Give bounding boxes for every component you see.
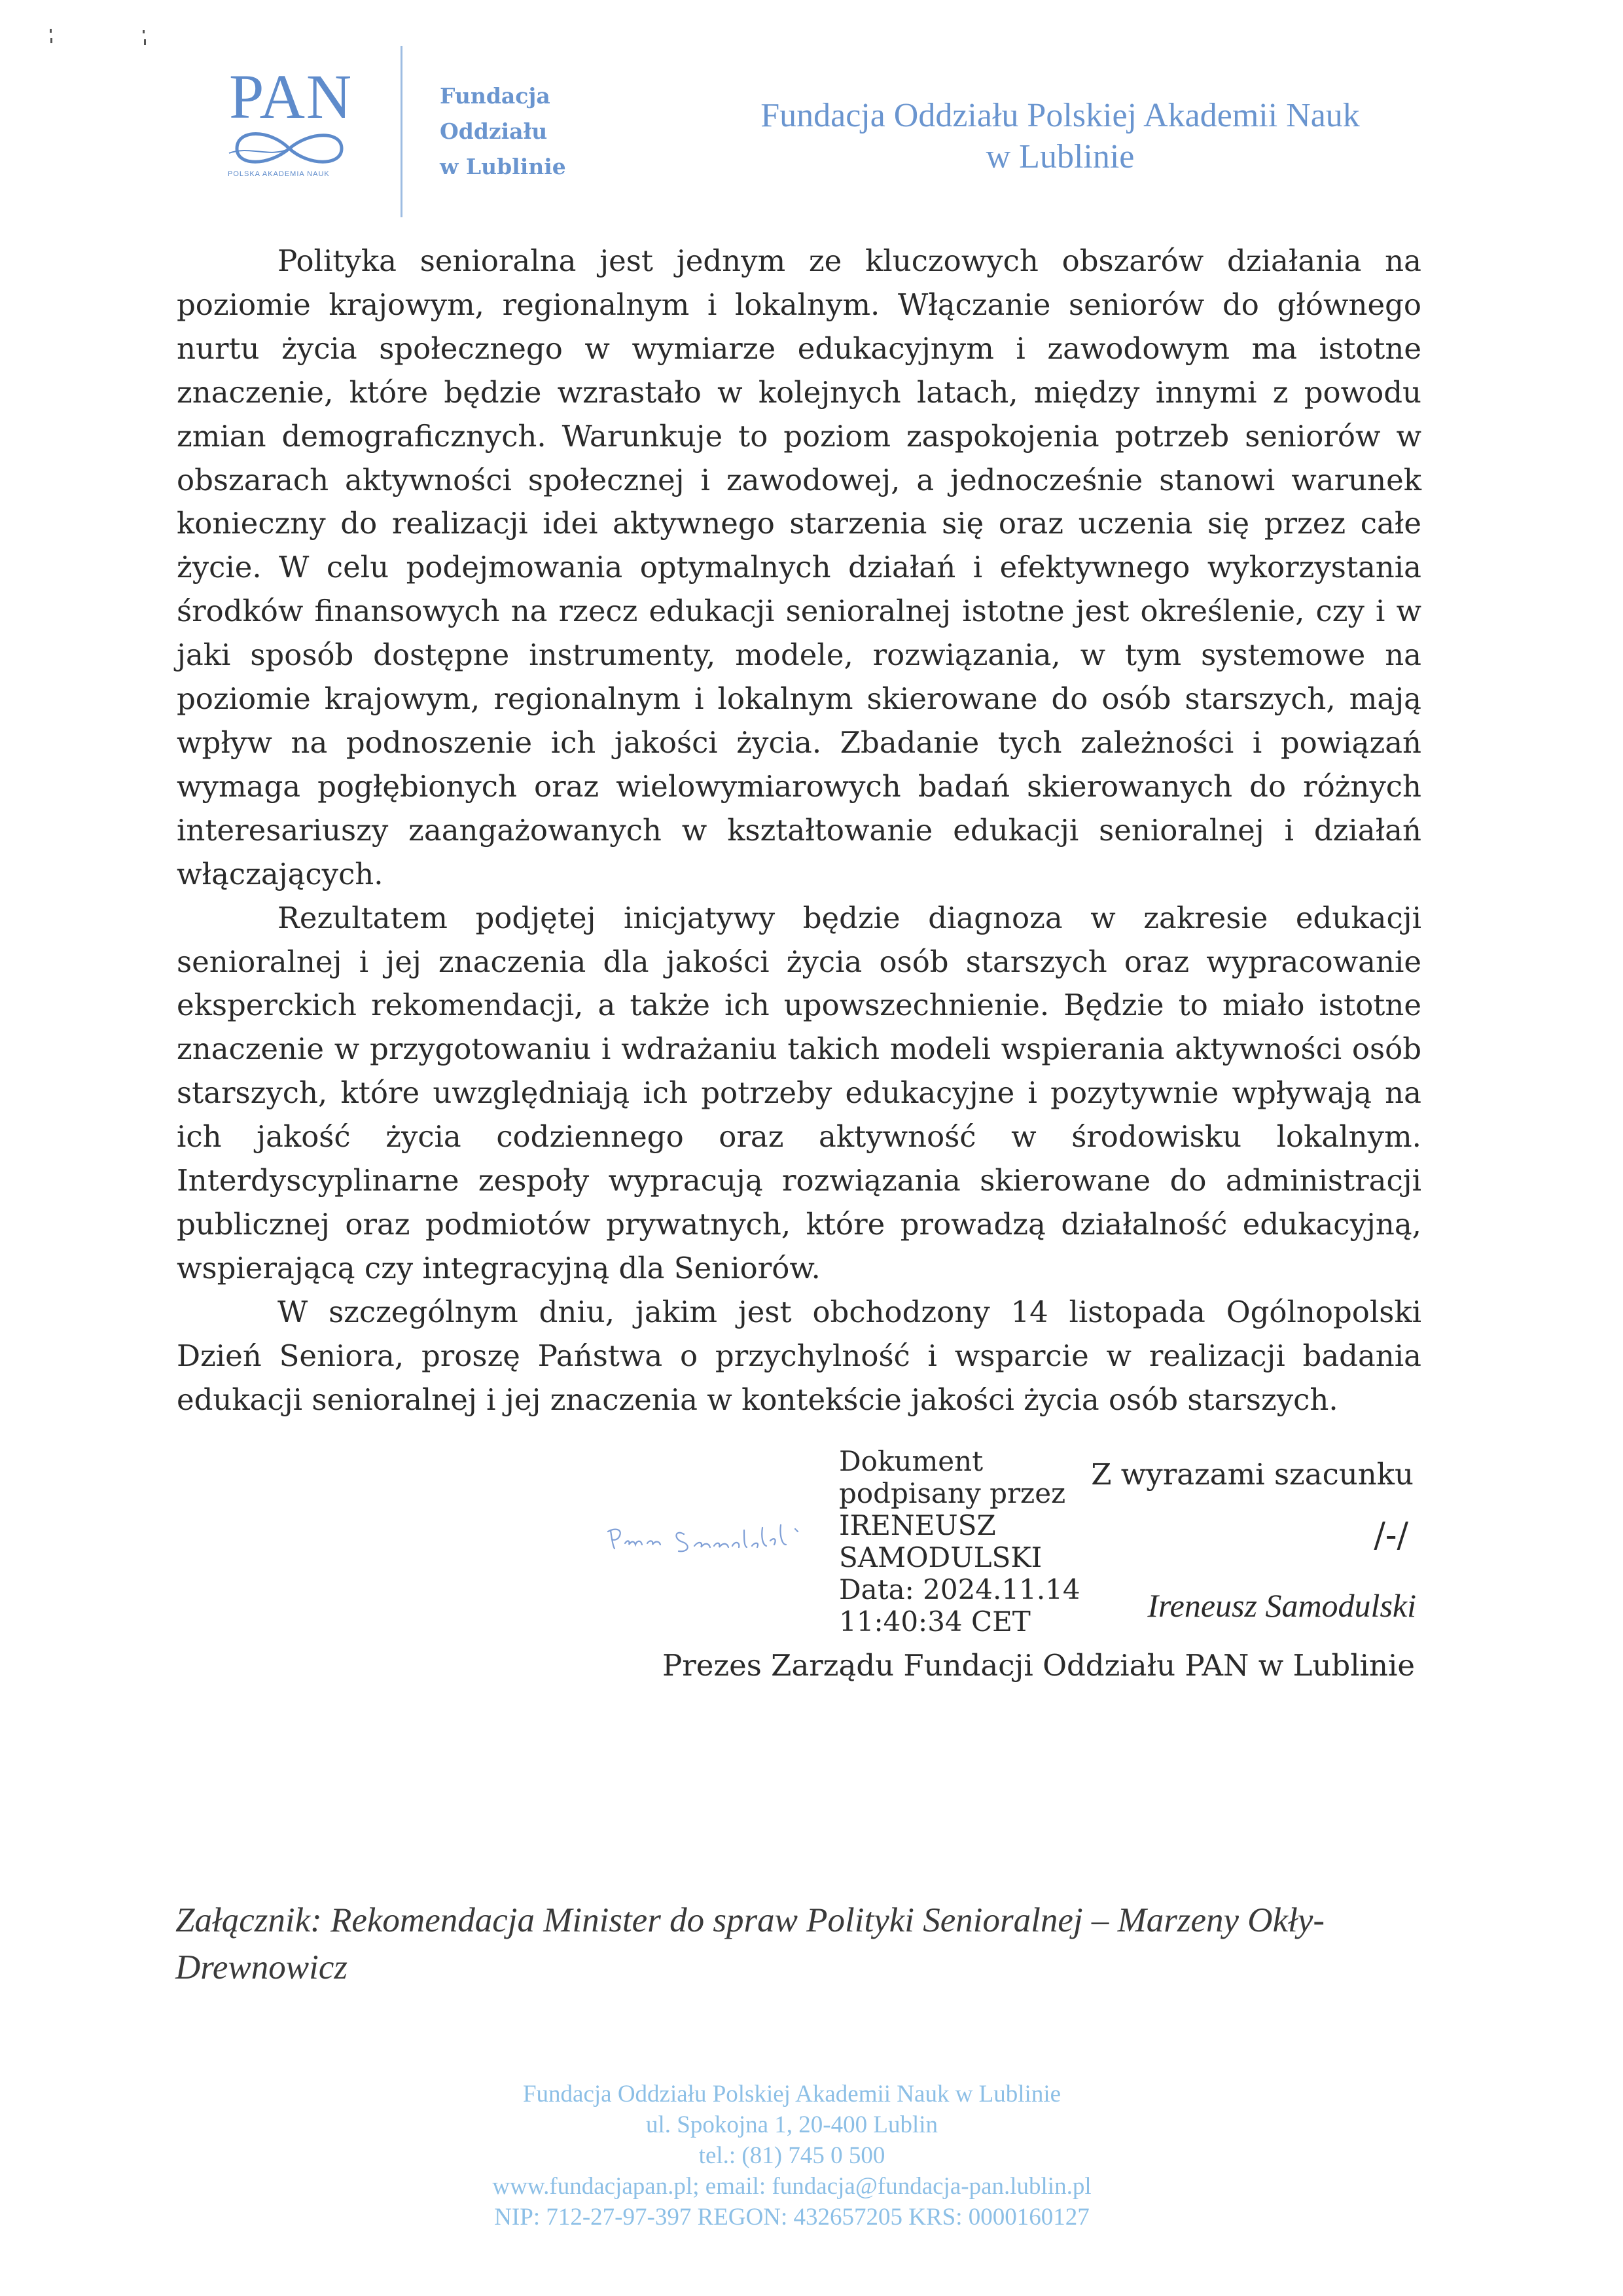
footer-contact: www.fundacjapan.pl; email: fundacja@fundacja-pan.lublin.pl (492, 2173, 1092, 2200)
signatory-name: Ireneusz Samodulski (1147, 1587, 1416, 1624)
footer-address: ul. Spokojna 1, 20-400 Lublin (645, 2111, 938, 2138)
body-paragraph: Rezultatem podjętej inicjatywy będzie diagnoza w zakresie edukacji senioralnej i jej znaczenia dla jakości życia osób starszych oraz wypracowanie eksperckich rekomendacji, a także ich upowszechnienie. Będzie to miało istotne znaczenie w przygotowaniu i wdrażaniu takich modeli wspierania aktywności osób starszych, które uwzględniają ich potrzeby edukacyjne i pozytywnie wpływają na ich jakość życia codziennego oraz aktywność w środowisku lokalnym. Interdyscyplinarne zespoły wypracują rozwiązania skierowane do administracji publicznej oraz podmiotów prywatnych, które prowadzą działalność edukacyjną, wspierającą czy integracyjną dla Seniorów. (177, 900, 1421, 1285)
logo-acronym: PAN (229, 62, 353, 132)
attachment-note: Załącznik: Rekomendacja Minister do spraw Polityki Senioralnej – Marzeny Okły-Drewnowicz (175, 1901, 1325, 1986)
logo-caption: POLSKA AKADEMIA NAUK (228, 170, 330, 178)
signature-mark: /-/ (1374, 1516, 1408, 1555)
logo-text-line: Oddziału (440, 118, 548, 144)
esign-line: SAMODULSKI (839, 1541, 1043, 1573)
footer-line: Fundacja Oddziału Polskiej Akademii Nauk w Lublinie (522, 2081, 1061, 2108)
esign-line: IRENEUSZ (839, 1509, 996, 1541)
closing-phrase: Z wyrazami szacunku (1091, 1457, 1414, 1492)
handwritten-signature (605, 1517, 808, 1556)
letterhead-title (694, 95, 1427, 177)
logo-text-line: w Lublinie (440, 154, 566, 179)
header-divider (401, 46, 402, 217)
pan-logo (216, 62, 380, 190)
letterhead-title-line: Fundacja Oddziału Polskiej Akademii Nauk (760, 97, 1360, 134)
esign-line: Dokument (839, 1445, 984, 1477)
esign-line: podpisany przez (839, 1477, 1066, 1509)
esign-line: 11:40:34 CET (839, 1605, 1031, 1638)
esign-line: Data: 2024.11.14 (839, 1573, 1080, 1605)
body-paragraph: W szczególnym dniu, jakim jest obchodzony 14 listopada Ogólnopolski Dzień Seniora, proszę Państwa o przychylność i wsparcie w realizacji badania edukacji senioralnej i jej znaczenia w kontekście jakości życia osób starszych. (177, 1294, 1421, 1417)
logo-text-line: Fundacja (440, 83, 550, 109)
letter-body (177, 240, 1421, 1422)
signatory-role: Prezes Zarządu Fundacji Oddziału PAN w Lublinie (662, 1648, 1415, 1683)
body-paragraph: Polityka senioralna jest jednym ze kluczowych obszarów działania na poziomie krajowym, regionalnym i lokalnym. Włączanie seniorów do głównego nurtu życia społecznego w wymiarze edukacyjnym i zawodowym ma istotne znaczenie, które będzie wzrastało w kolejnych latach, między innymi z powodu zmian demograficznych. Warunkuje to poziom zaspokojenia potrzeb seniorów w obszarach aktywności społecznej i zawodowej, a jednocześnie stanowi warunek konieczny do realizacji idei aktywnego starzenia się oraz uczenia się przez całe życie. W celu podejmowania optymalnych działań i efektywnego wykorzystania środków finansowych na rzecz edukacji senioralnej istotne jest określenie, czy i w jaki sposób dostępne instrumenty, modele, rozwiązania, w tym systemowe na poziomie krajowym, regionalnym i lokalnym skierowane do osób starszych, mają wpływ na podnoszenie ich jakości życia. Zbadanie tych zależności i powiązań wymaga pogłębionych oraz wielowymiarowych badań skierowanych do różnych interesariuszy zaangażowanych w kształtowanie edukacji senioralnej i działań włączających. (177, 243, 1421, 891)
logo-text (440, 79, 566, 185)
letterhead-title-line: w Lublinie (986, 138, 1135, 175)
footer-phone: tel.: (81) 745 0 500 (698, 2142, 885, 2169)
scan-specks (46, 26, 164, 59)
footer-registry: NIP: 712-27-97-397 REGON: 432657205 KRS: 0000160127 (494, 2204, 1090, 2231)
footer (327, 2079, 1257, 2233)
infinity-icon (224, 126, 355, 171)
electronic-signature-stamp (839, 1445, 1080, 1638)
